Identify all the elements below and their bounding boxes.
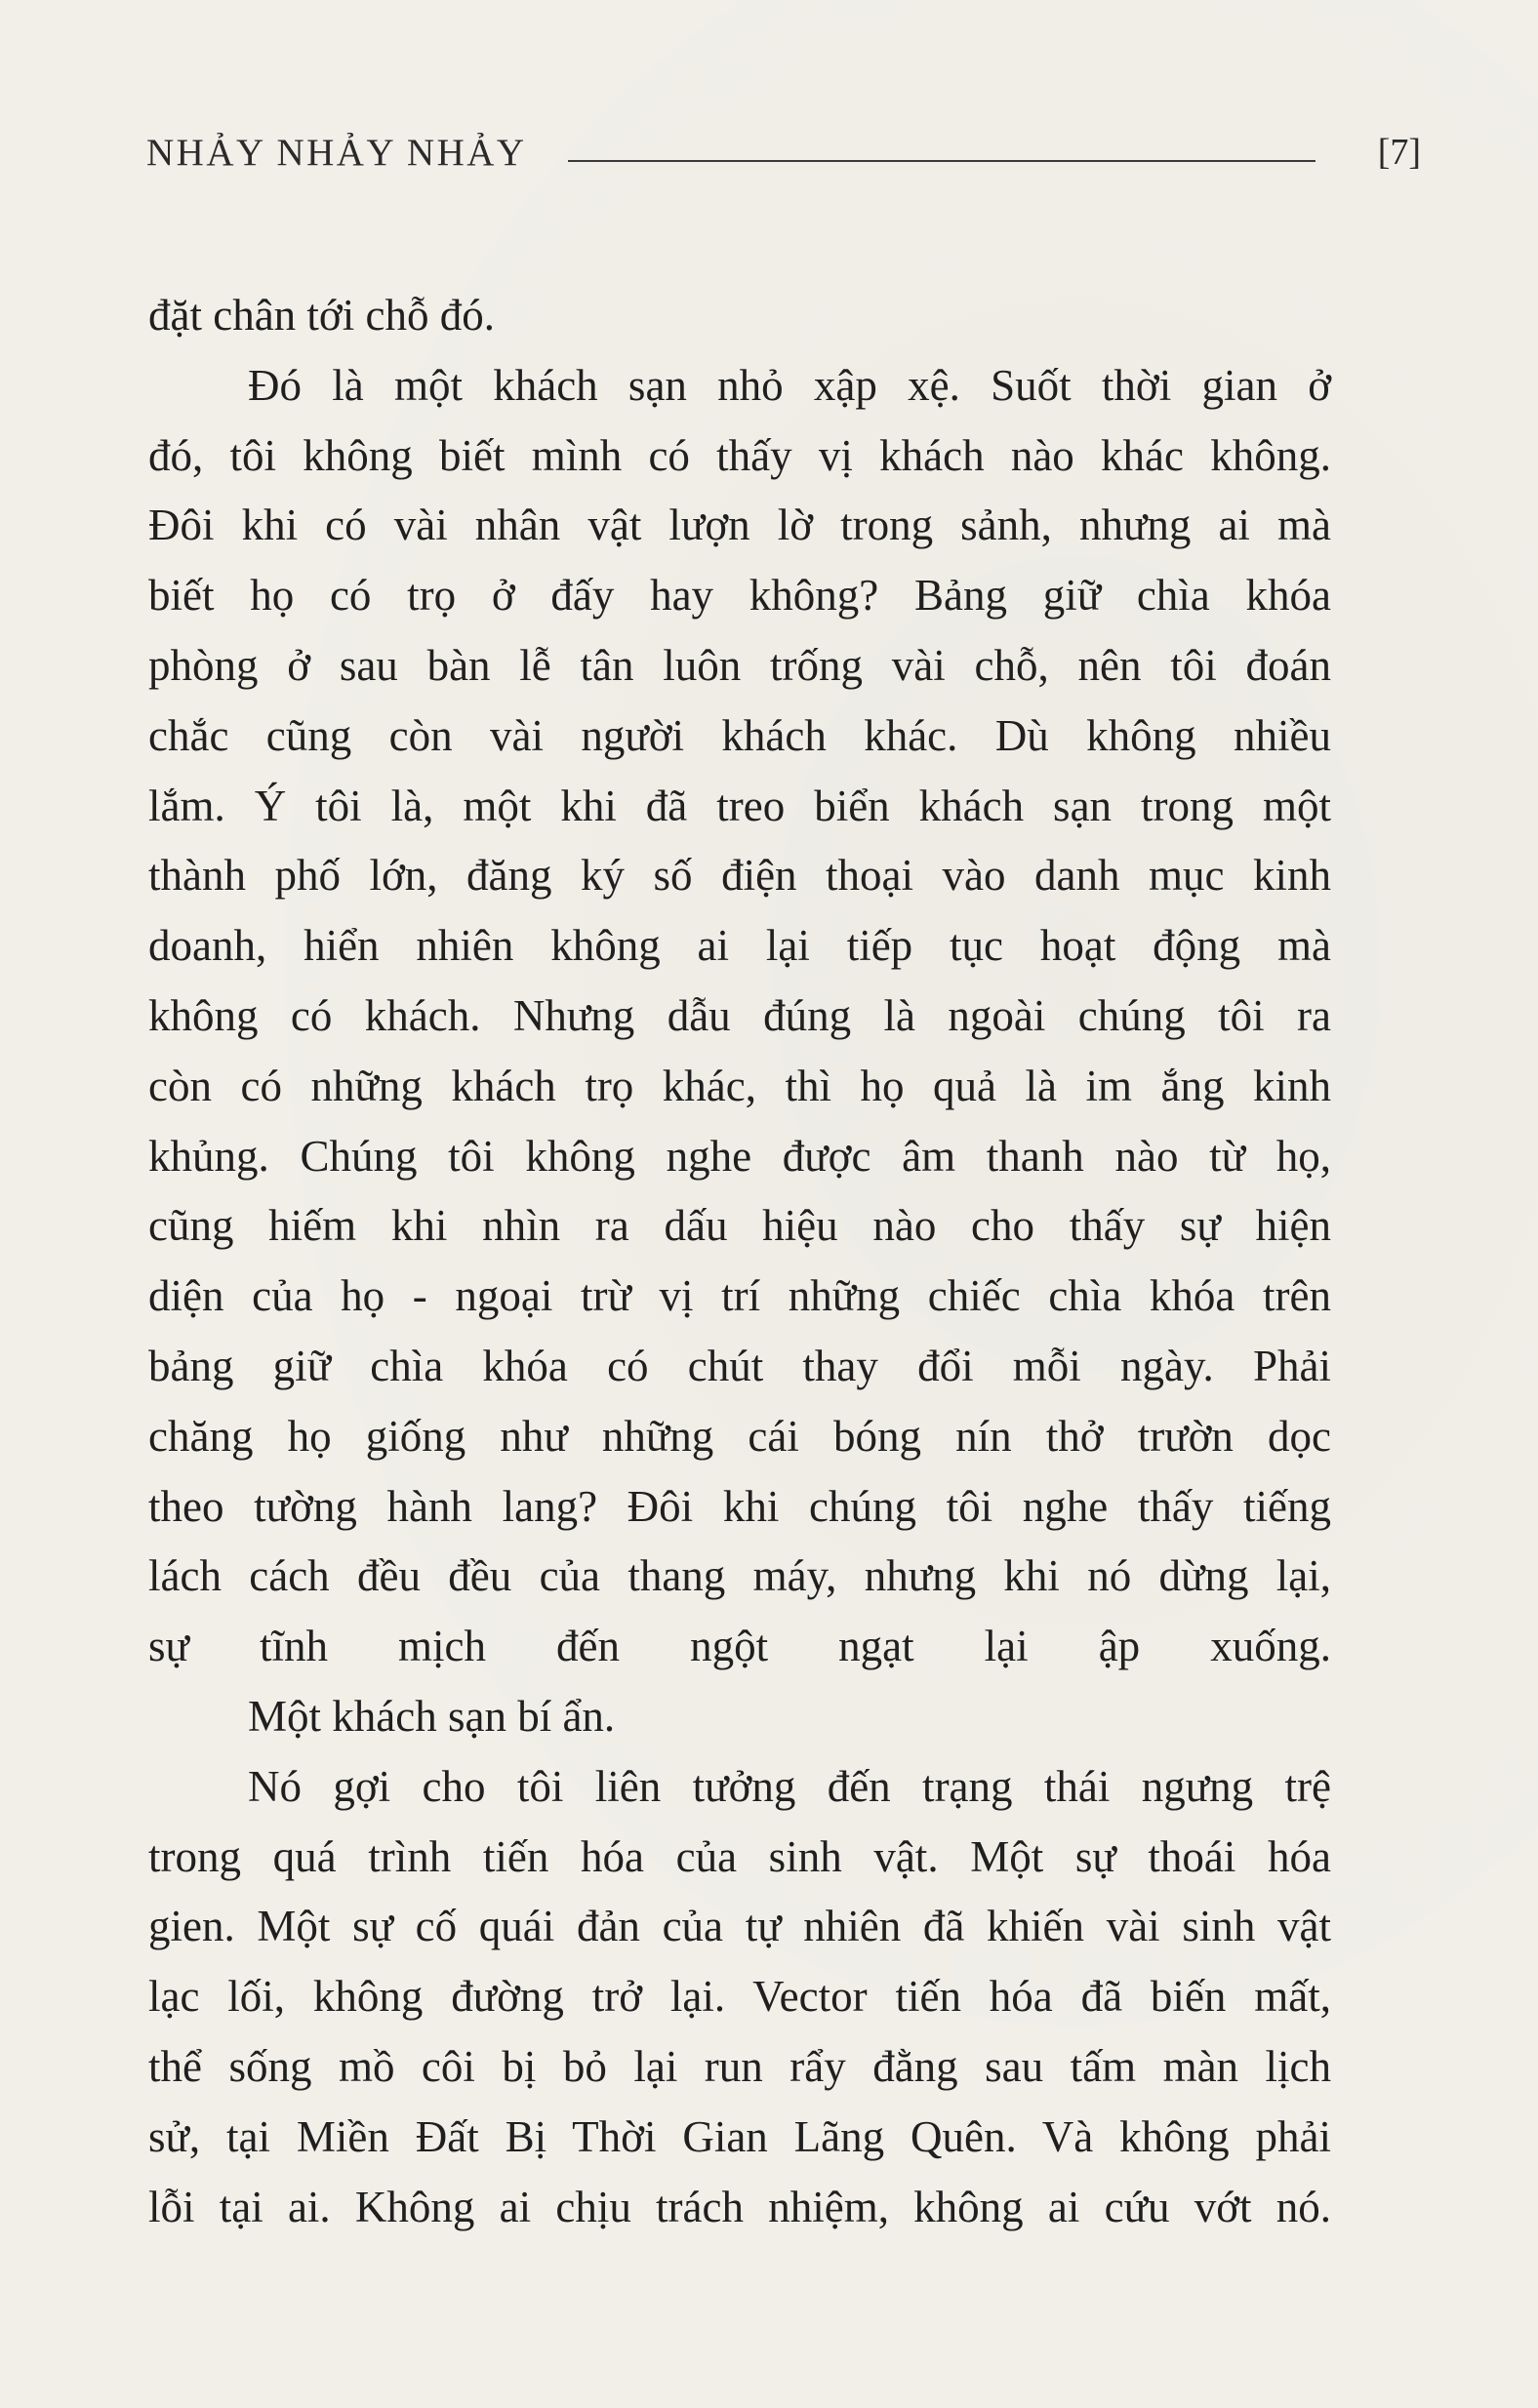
text-line: khủng. Chúng tôi không nghe được âm thanh nào từ họ,	[148, 1131, 1331, 1181]
text-line: gien. Một sự cố quái đản của tự nhiên đã khiến vài sinh vật	[148, 1902, 1331, 1951]
text-line: chăng họ giống như những cái bóng nín thở trườn dọc	[148, 1411, 1331, 1461]
paragraph	[148, 1752, 1331, 2243]
text-line: bảng giữ chìa khóa có chút thay đổi mỗi ngày. Phải	[148, 1341, 1331, 1390]
body-text	[148, 281, 1331, 2242]
running-header	[146, 129, 1421, 187]
text-line: lạc lối, không đường trở lại. Vector tiến hóa đã biến mất,	[148, 1972, 1331, 2022]
text-line: sử, tại Miền Đất Bị Thời Gian Lãng Quên. Và không phải	[148, 2111, 1331, 2161]
text-line: biết họ có trọ ở đấy hay không? Bảng giữ chìa khóa	[148, 571, 1331, 621]
text-line: còn có những khách trọ khác, thì họ quả là im ắng kinh	[148, 1061, 1331, 1110]
text-line: diện của họ - ngoại trừ vị trí những chiếc chìa khóa trên	[148, 1271, 1331, 1321]
text-line: đặt chân tới chỗ đó.	[148, 291, 495, 340]
text-line: cũng hiếm khi nhìn ra dấu hiệu nào cho thấy sự hiện	[148, 1201, 1331, 1251]
text-line: theo tường hành lang? Đôi khi chúng tôi nghe thấy tiếng	[148, 1481, 1331, 1531]
text-line: Một khách sạn bí ẩn.	[248, 1691, 616, 1741]
text-line: thể sống mồ côi bị bỏ lại run rẩy đằng sau tấm màn lịch	[148, 2041, 1331, 2091]
paragraph	[148, 351, 1331, 1682]
header-rule	[568, 160, 1315, 162]
text-line: Đôi khi có vài nhân vật lượn lờ trong sảnh, nhưng ai mà	[148, 501, 1331, 550]
text-line: đó, tôi không biết mình có thấy vị khách nào khác không.	[148, 430, 1331, 480]
text-line: doanh, hiển nhiên không ai lại tiếp tục hoạt động mà	[148, 921, 1331, 971]
book-title: NHẢY NHẢY NHẢY	[146, 132, 527, 174]
text-line: Đó là một khách sạn nhỏ xập xệ. Suốt thời gian ở	[248, 360, 1331, 410]
text-line: trong quá trình tiến hóa của sinh vật. Một sự thoái hóa	[148, 1831, 1331, 1881]
text-line: lỗi tại ai. Không ai chịu trách nhiệm, không ai cứu vớt nó.	[148, 2182, 1331, 2231]
paragraph	[148, 281, 1331, 351]
paragraph	[148, 1682, 1331, 1752]
text-line: sự tĩnh mịch đến ngột ngạt lại ập xuống.	[148, 1622, 1331, 1671]
text-line: không có khách. Nhưng dẫu đúng là ngoài chúng tôi ra	[148, 990, 1331, 1040]
page-number: [7]	[1377, 132, 1421, 173]
text-line: chắc cũng còn vài người khách khác. Dù không nhiều	[148, 710, 1331, 760]
text-line: lách cách đều đều của thang máy, nhưng khi nó dừng lại,	[148, 1551, 1331, 1601]
text-line: lắm. Ý tôi là, một khi đã treo biển khách sạn trong một	[148, 781, 1331, 830]
text-line: Nó gợi cho tôi liên tưởng đến trạng thái ngưng trệ	[248, 1761, 1331, 1811]
text-line: thành phố lớn, đăng ký số điện thoại vào danh mục kinh	[148, 851, 1331, 901]
text-line: phòng ở sau bàn lễ tân luôn trống vài chỗ, nên tôi đoán	[148, 640, 1331, 690]
